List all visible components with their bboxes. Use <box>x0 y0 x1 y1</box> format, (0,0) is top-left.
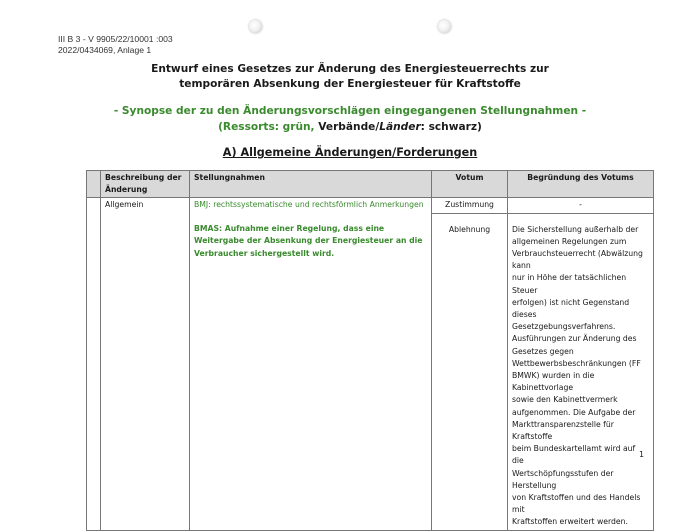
synopsis-line: - Synopse der zu den Änderungsvorschlägen eingegangenen Stellungnahmen - <box>113 105 587 117</box>
reference-line-2: 2022/0434069, Anlage 1 <box>58 45 152 55</box>
justification-line: Gesetzgebungsverfahrens. <box>512 322 616 332</box>
header-vote: Votum <box>432 171 508 198</box>
legend-laender: Länder <box>379 121 421 133</box>
reference-line-1: III B 3 - V 9905/22/10001 :003 <box>58 34 173 44</box>
cell-statement-bmas: BMAS: Aufnahme einer Regelung, dass eine Weitergabe der Absenkung der Energiesteuer an die Verbraucher sichergestellt wird. <box>190 213 432 530</box>
justification-line: Markttransparenzstelle für Kraftstoffe <box>512 419 614 442</box>
justification-line: nur in Höhe der tatsächlichen Steuer <box>512 273 627 295</box>
justification-line: allgemeinen Regelungen zum <box>512 236 627 246</box>
row-empty-cell <box>87 198 101 530</box>
cell-description: Allgemein <box>101 198 190 530</box>
justification-line: Ausführungen zur Änderung des <box>512 334 637 344</box>
justification-line: BMWK) wurden in die Kabinettvorlage <box>512 371 595 393</box>
justification-line: erfolgen) ist nicht Gegenstand dieses <box>512 297 630 320</box>
justification-line: Verbrauchsteuerrecht (Abwälzung kann <box>512 249 643 271</box>
justification-line: Gesetzes gegen <box>512 346 574 356</box>
color-legend-line <box>0 120 700 135</box>
punch-hole-left <box>249 20 262 33</box>
synopsis-table <box>86 170 654 531</box>
header-statements: Stellungnahmen <box>190 171 432 198</box>
cell-justification-2 <box>508 213 654 530</box>
page-number: 1 <box>639 450 645 459</box>
justification-line: Wettbewerbsbeschränkungen (FF <box>512 358 641 368</box>
legend-verbaende: Verbände/ <box>318 121 380 133</box>
justification-line: Kraftstoffen erweitert werden. <box>512 517 628 527</box>
justification-line: von Kraftstoffen und des Handels mit <box>512 493 641 515</box>
legend-end: : schwarz) <box>420 121 482 133</box>
justification-line: aufgenommen. Die Aufgabe der <box>512 407 636 417</box>
justification-text <box>512 224 649 529</box>
document-title-line-1: Entwurf eines Gesetzes zur Änderung des Energiesteuerrechts zur <box>151 63 549 75</box>
justification-line: Wertschöpfungsstufen der Herstellung <box>512 468 614 490</box>
header-description: Beschreibung der Änderung <box>101 171 190 198</box>
header-empty-cell <box>87 171 101 198</box>
legend-ressorts-green: (Ressorts: grün, <box>218 121 319 133</box>
justification-line: sowie den Kabinettvermerk <box>512 395 618 405</box>
header-justification: Begründung des Votums <box>508 171 654 198</box>
table-row <box>87 198 654 213</box>
justification-line: beim Bundeskartellamt wird auf die <box>512 444 636 466</box>
cell-justification-1: - <box>508 198 654 213</box>
table-header-row <box>87 171 654 198</box>
cell-vote-zustimmung: Zustimmung <box>432 198 508 213</box>
document-title-line-2: temporären Absenkung der Energiesteuer für Kraftstoffe <box>179 78 521 90</box>
punch-hole-right <box>438 20 451 33</box>
cell-vote-ablehnung: Ablehnung <box>432 213 508 530</box>
section-heading: A) Allgemeine Änderungen/Forderungen <box>222 146 478 159</box>
document-reference <box>58 34 173 56</box>
justification-line: Die Sicherstellung außerhalb der <box>512 224 639 234</box>
cell-statement-bmj: BMJ: rechtssystematische und rechtsförmlich Anmerkungen <box>190 198 432 213</box>
